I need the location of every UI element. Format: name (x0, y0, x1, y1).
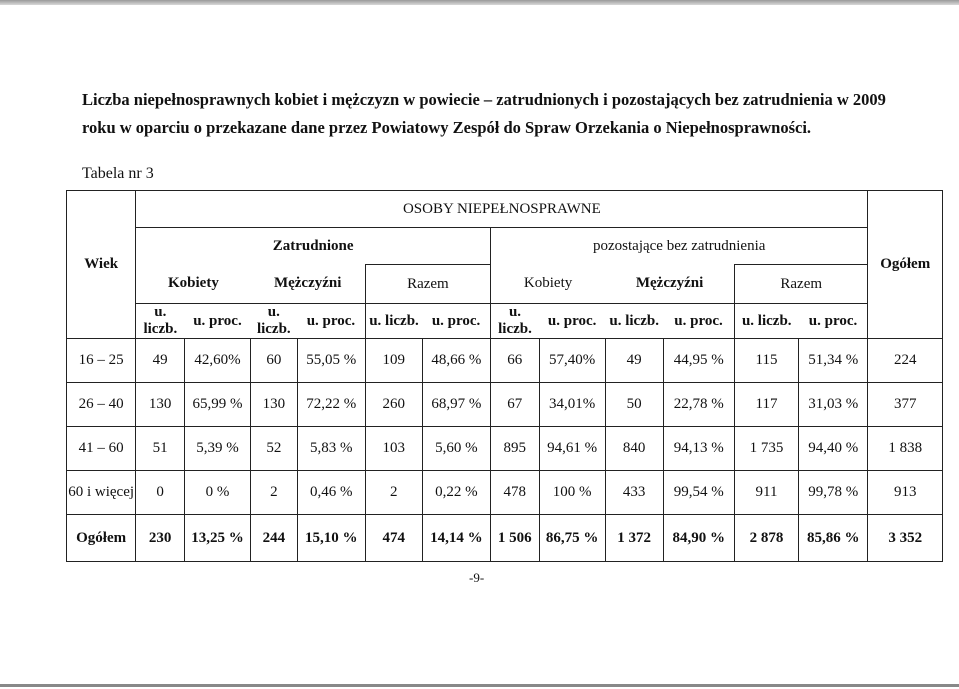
unit-header: u. proc. (799, 304, 868, 339)
data-cell: 478 (490, 471, 539, 515)
data-cell: 86,75 % (539, 515, 605, 562)
data-cell: 2 878 (734, 515, 798, 562)
unit-header: u. liczb. (251, 304, 298, 339)
age-cell: 26 – 40 (67, 383, 136, 427)
data-cell: 65,99 % (184, 383, 250, 427)
unemployed-group-header: pozostające bez zatrudnienia (490, 228, 868, 265)
data-cell: 99,54 % (663, 471, 734, 515)
data-cell: 5,39 % (184, 427, 250, 471)
page-number: -9- (469, 570, 485, 585)
total-cell: 377 (868, 383, 943, 427)
data-cell: 57,40% (539, 339, 605, 383)
data-cell: 2 (365, 471, 422, 515)
scan-edge-top (0, 0, 959, 5)
unit-header: u. proc. (539, 304, 605, 339)
data-cell: 1 506 (490, 515, 539, 562)
data-cell: 474 (365, 515, 422, 562)
total-cell: 913 (868, 471, 943, 515)
total-cell: 1 838 (868, 427, 943, 471)
data-cell: 0 (136, 471, 185, 515)
data-cell: 230 (136, 515, 185, 562)
unit-header: u. liczb. (136, 304, 185, 339)
data-cell: 433 (605, 471, 663, 515)
data-cell: 0,22 % (422, 471, 490, 515)
data-cell: 13,25 % (184, 515, 250, 562)
data-cell: 60 (251, 339, 298, 383)
age-cell: 41 – 60 (67, 427, 136, 471)
unit-header: u. proc. (663, 304, 734, 339)
data-cell: 52 (251, 427, 298, 471)
data-cell: 840 (605, 427, 663, 471)
age-cell: 60 i więcej (67, 471, 136, 515)
data-cell: 1 372 (605, 515, 663, 562)
data-cell: 50 (605, 383, 663, 427)
data-cell: 55,05 % (297, 339, 365, 383)
data-cell: 68,97 % (422, 383, 490, 427)
data-cell: 85,86 % (799, 515, 868, 562)
subgroup-header: Kobiety (490, 265, 605, 304)
document-heading (82, 86, 902, 142)
age-cell: 16 – 25 (67, 339, 136, 383)
data-cell: 34,01% (539, 383, 605, 427)
data-cell: 94,13 % (663, 427, 734, 471)
data-cell: 911 (734, 471, 798, 515)
data-cell: 244 (251, 515, 298, 562)
unit-header: u. proc. (297, 304, 365, 339)
data-cell: 99,78 % (799, 471, 868, 515)
data-cell: 49 (605, 339, 663, 383)
data-cell: 5,60 % (422, 427, 490, 471)
data-cell: 1 735 (734, 427, 798, 471)
data-cell: 895 (490, 427, 539, 471)
disability-table (66, 190, 943, 562)
data-cell: 100 % (539, 471, 605, 515)
data-cell: 115 (734, 339, 798, 383)
wiek-header: Wiek (67, 191, 136, 339)
subgroup-header: Razem (365, 265, 490, 304)
heading-line-1: Liczba niepełnosprawnych kobiet i mężczyzn w powiecie – zatrudnionych i pozostających bez zatrudnienia w 2009 (82, 90, 886, 109)
data-cell: 0,46 % (297, 471, 365, 515)
table-row (67, 427, 943, 471)
subgroup-header: Mężczyźni (251, 265, 366, 304)
data-cell: 117 (734, 383, 798, 427)
data-cell: 260 (365, 383, 422, 427)
subgroup-header: Razem (734, 265, 867, 304)
unit-header: u. liczb. (734, 304, 798, 339)
unit-header: u. proc. (422, 304, 490, 339)
data-cell: 51,34 % (799, 339, 868, 383)
unit-header: u. liczb. (490, 304, 539, 339)
employed-group-header: Zatrudnione (136, 228, 491, 265)
data-cell: 66 (490, 339, 539, 383)
table-row (67, 383, 943, 427)
subgroup-header: Mężczyźni (605, 265, 734, 304)
total-cell: 224 (868, 339, 943, 383)
data-cell: 67 (490, 383, 539, 427)
data-cell: 48,66 % (422, 339, 490, 383)
total-cell: 3 352 (868, 515, 943, 562)
table-title: OSOBY NIEPEŁNOSPRAWNE (136, 191, 868, 228)
data-cell: 31,03 % (799, 383, 868, 427)
data-cell: 42,60% (184, 339, 250, 383)
data-cell: 15,10 % (297, 515, 365, 562)
data-cell: 44,95 % (663, 339, 734, 383)
unit-header: u. liczb. (365, 304, 422, 339)
data-cell: 94,61 % (539, 427, 605, 471)
subgroup-header: Kobiety (136, 265, 251, 304)
data-cell: 5,83 % (297, 427, 365, 471)
total-row (67, 515, 943, 562)
data-cell: 14,14 % (422, 515, 490, 562)
scan-edge-bottom (0, 684, 959, 687)
data-cell: 2 (251, 471, 298, 515)
data-cell: 72,22 % (297, 383, 365, 427)
table-label: Tabela nr 3 (82, 165, 154, 182)
ogolem-header: Ogółem (868, 191, 943, 339)
data-cell: 84,90 % (663, 515, 734, 562)
data-cell: 22,78 % (663, 383, 734, 427)
data-cell: 130 (136, 383, 185, 427)
age-cell: Ogółem (67, 515, 136, 562)
unit-header: u. liczb. (605, 304, 663, 339)
data-cell: 51 (136, 427, 185, 471)
unit-header: u. proc. (184, 304, 250, 339)
data-cell: 49 (136, 339, 185, 383)
data-cell: 130 (251, 383, 298, 427)
heading-line-2: roku w oparciu o przekazane dane przez Powiatowy Zespół do Spraw Orzekania o Niepełnosprawności. (82, 118, 812, 137)
data-cell: 103 (365, 427, 422, 471)
data-cell: 0 % (184, 471, 250, 515)
table-row (67, 339, 943, 383)
data-cell: 94,40 % (799, 427, 868, 471)
table-body (67, 339, 943, 562)
table-row (67, 471, 943, 515)
data-cell: 109 (365, 339, 422, 383)
